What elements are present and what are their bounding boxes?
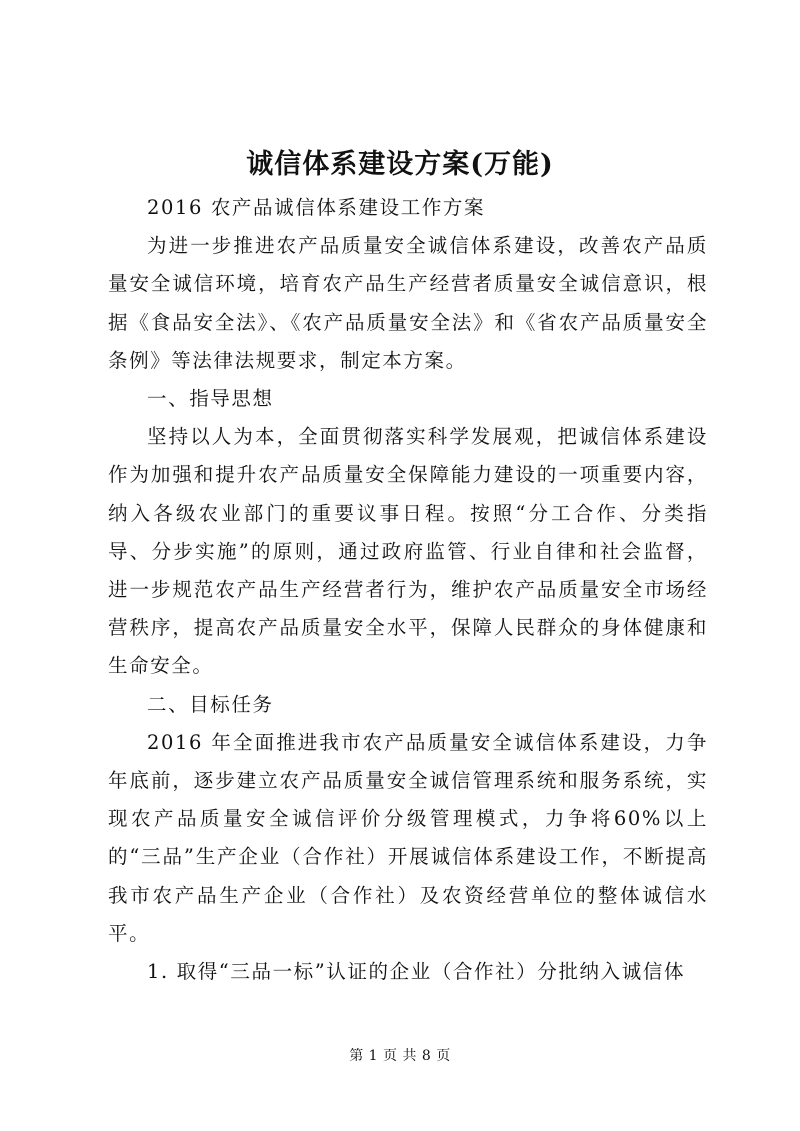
section-heading-goals-tasks: 二、目标任务 <box>147 692 274 716</box>
subtitle-paragraph: 2016 农产品诚信体系建设工作方案 <box>147 196 486 219</box>
guiding-ideology-paragraph: 坚持以人为本，全面贯彻落实科学发展观，把诚信体系建设作为加强和提升农产品质量安全保障能力建设的一项重要内容，纳入各级农业部门的重要议事日程。按照“分工合作、分类指导、分步实施”的原则，通过政府监管、行业自律和社会监督，进一步规范农产品生产经营者行为，维护农产品质量安全市场经营秩序，提高农产品质量安全水平，保障人民群众的身体健康和生命安全。 <box>108 425 708 678</box>
goals-tasks-paragraph: 2016 年全面推进我市农产品质量安全诚信体系建设，力争年底前，逐步建立农产品质量安全诚信管理系统和服务系统，实现农产品质量安全诚信评价分级管理模式，力争将60%以上的“三品”生产企业（合作社）开展诚信体系建设工作，不断提高我市农产品生产企业（合作社）及农资经营单位的整体诚信水平。 <box>108 730 708 945</box>
document-body <box>108 189 708 991</box>
page-footer: 第 1 页 共 8 页 <box>349 1048 451 1064</box>
document-title: 诚信体系建设方案(万能) <box>246 149 554 180</box>
section-heading-guiding-ideology: 一、指导思想 <box>147 387 274 411</box>
intro-paragraph: 为进一步推进农产品质量安全诚信体系建设，改善农产品质量安全诚信环境，培育农产品生产经营者质量安全诚信意识，根据《食品安全法》、《农产品质量安全法》和《省农产品质量安全条例》等法律法规要求，制定本方案。 <box>108 234 708 372</box>
list-item-1: 1. 取得“三品一标”认证的企业（合作社）分批纳入诚信体 <box>147 960 686 984</box>
